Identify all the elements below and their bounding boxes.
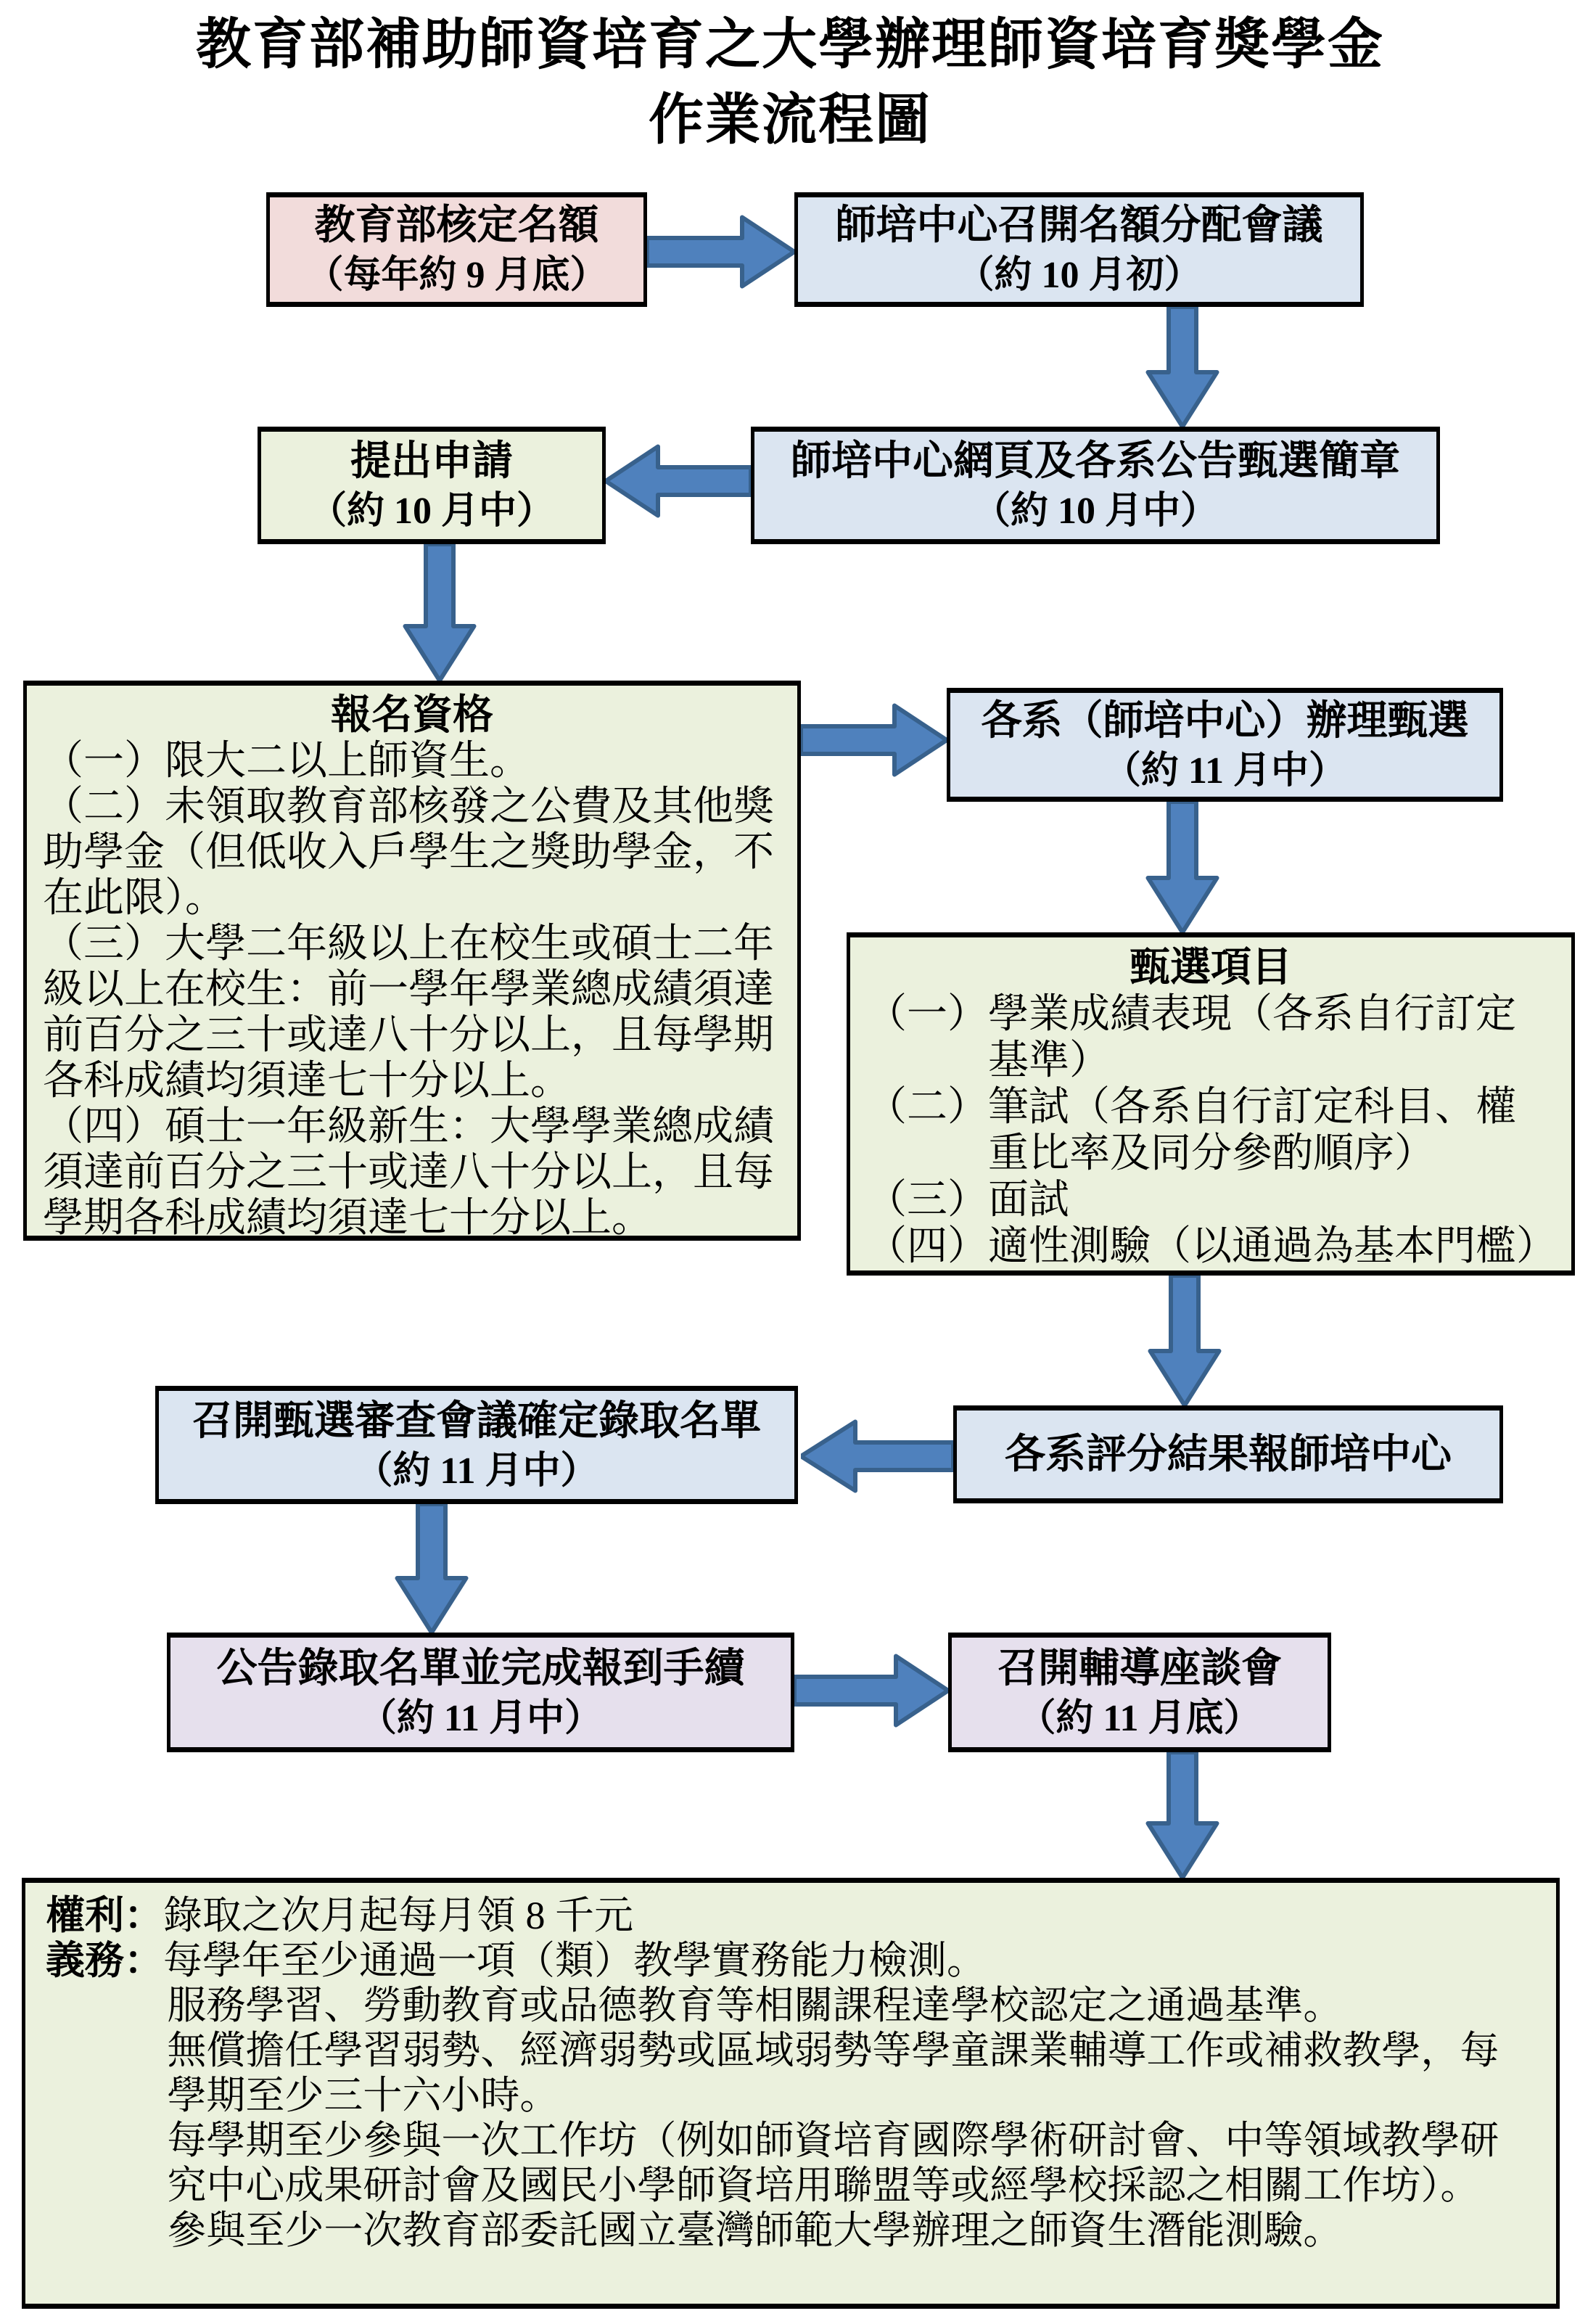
node-dept-selection-note: （約 11 月中）: [1103, 750, 1347, 792]
selection-item: （三）面試: [866, 1178, 1069, 1223]
arrow-allocation-to-announce-icon: [1143, 307, 1222, 427]
obligation-item: 服務學習、勞動教育或品德教育等相關課程達學校認定之通過基準。: [167, 1984, 1343, 2027]
rights-row: [46, 1893, 1536, 1938]
node-dept-selection: [947, 688, 1503, 802]
eligibility-title: 報名資格: [331, 693, 493, 738]
selection-items-title: 甄選項目: [1130, 945, 1292, 990]
obligations-label: 義務：: [46, 1939, 163, 1982]
selection-item: （四）適性測驗（以通過為基本門檻）: [866, 1224, 1557, 1269]
node-allocation-meeting-label: 師培中心召開名額分配會議: [835, 203, 1323, 248]
selection-item: （一）學業成績表現（各系自行訂定基準）: [866, 992, 1516, 1083]
node-announce-guidelines-label: 師培中心網頁及各系公告甄選簡章: [791, 439, 1400, 484]
node-announce-admission-label: 公告錄取名單並完成報到手續: [216, 1646, 745, 1691]
node-moe-quota: [266, 192, 647, 307]
arrow-counseling-to-rights-icon: [1143, 1752, 1222, 1878]
rights-text: 錄取之次月起每月領 8 千元: [163, 1894, 633, 1937]
node-counseling-session-label: 召開輔導座談會: [997, 1646, 1282, 1691]
node-review-meeting-label: 召開甄選審查會議確定錄取名單: [192, 1398, 761, 1444]
obligation-item: 每學期至少參與一次工作坊（例如師資培育國際學術研討會、中等領域教學研究中心成果研討會及國民小學師資培用聯盟等或經學校採認之相關工作坊）。: [167, 2119, 1499, 2207]
node-counseling-session-note: （約 11 月底）: [1018, 1697, 1262, 1739]
node-apply-label: 提出申請: [350, 439, 513, 484]
node-dept-selection-label: 各系（師培中心）辦理甄選: [981, 698, 1469, 744]
obligation-item: 每學年至少通過一項（類）教學實務能力檢測。: [163, 1939, 986, 1982]
obligation-item: 參與至少一次教育部委託國立臺灣師範大學辦理之師資生潛能測驗。: [167, 2209, 1343, 2252]
node-allocation-meeting-note: （約 10 月初）: [956, 255, 1202, 296]
arrow-selection-to-items-icon: [1143, 802, 1222, 932]
arrow-items-to-scores-icon: [1145, 1276, 1225, 1405]
node-announce-guidelines-note: （約 10 月中）: [972, 490, 1218, 532]
node-rights-obligations: [22, 1878, 1560, 2309]
node-announce-admission-note: （約 11 月中）: [358, 1697, 603, 1739]
node-announce-guidelines: [751, 427, 1440, 544]
arrow-announce-to-apply-icon: [606, 441, 751, 521]
obligation-item: 無償擔任學習弱勢、經濟弱勢或區域弱勢等學童課業輔導工作或補救教學，每學期至少三十六小時。: [167, 2029, 1499, 2117]
node-allocation-meeting: [794, 192, 1364, 307]
eligibility-item: （二）未領取教育部核發之公費及其他獎助學金（但低收入戶學生之獎助學金，不在此限）。: [43, 784, 774, 921]
node-selection-items: [847, 932, 1575, 1276]
arrow-review-to-announce-list-icon: [392, 1504, 472, 1633]
eligibility-item: （一）限大二以上師資生。: [43, 739, 530, 784]
page-title-line2: 作業流程圖: [649, 90, 931, 151]
node-review-meeting-note: （約 11 月中）: [355, 1450, 598, 1492]
arrow-scores-to-review-icon: [801, 1416, 953, 1496]
arrow-eligibility-to-selection-icon: [801, 700, 947, 780]
node-eligibility: [23, 681, 801, 1241]
node-moe-quota-note: （每年約 9 月底）: [305, 255, 608, 296]
node-report-scores: [953, 1405, 1503, 1503]
page-title-line1: 教育部補助師資培育之大學辦理師資培育獎學金: [196, 15, 1384, 75]
node-review-meeting: [155, 1386, 798, 1504]
node-report-scores-label: 各系評分結果報師培中心: [1005, 1432, 1452, 1477]
node-moe-quota-label: 教育部核定名額: [314, 203, 599, 248]
page-title: [0, 7, 1580, 158]
node-apply: [258, 427, 606, 544]
node-apply-note: （約 10 月中）: [308, 490, 554, 532]
node-announce-admission: [167, 1633, 794, 1752]
arrow-quota-to-allocation-icon: [647, 212, 794, 292]
eligibility-item: （三）大學二年級以上在校生或碩士二年級以上在校生：前一學年學業總成績須達前百分之三十或達八十分以上，且每學期各科成績均須達七十分以上。: [43, 921, 774, 1104]
node-counseling-session: [948, 1633, 1331, 1752]
arrow-apply-to-eligibility-icon: [400, 544, 480, 681]
eligibility-item: （四）碩士一年級新生：大學學業總成績須達前百分之三十或達八十分以上，且每學期各科成績均須達七十分以上。: [43, 1104, 774, 1241]
rights-label: 權利：: [46, 1894, 163, 1937]
obligations-row: [46, 1938, 1536, 1983]
selection-item: （二）筆試（各系自行訂定科目、權重比率及同分參酌順序）: [866, 1085, 1516, 1176]
arrow-admission-to-counseling-icon: [794, 1651, 948, 1730]
